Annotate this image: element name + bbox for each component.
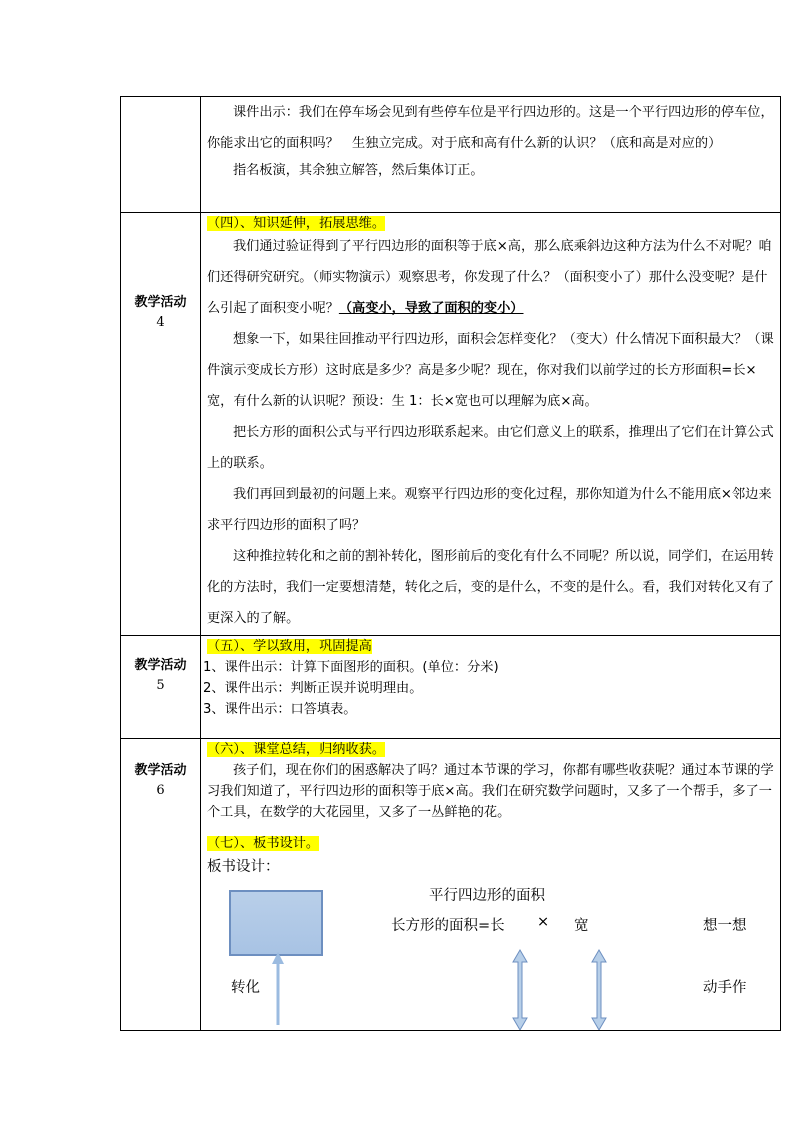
paragraph [207, 231, 776, 324]
paragraph: 课件出示：我们在停车场会见到有些停车位是平行四边形的。这是一个平行四边形的停车位，你能求出它的面积吗？ 生独立完成。对于底和高有什么新的认识？（底和高是对应的） [207, 105, 774, 151]
paragraph-text: 我们通过验证得到了平行四边形的面积等于底×高，那么底乘斜边这种方法为什么不对呢？咱们还得研究研究。（师实物演示）观察思考，你发现了什么？（面积变小了）那什么没变呢？是什么引起了面积变小呢？ [207, 239, 772, 316]
activity-content-cell [201, 739, 781, 1031]
activity-label-cell [121, 739, 201, 1031]
emphasis-text: （高变小，导致了面积的变小） [338, 301, 524, 316]
section-heading: （六）、课堂总结，归纳收获。 [207, 742, 386, 757]
activity-content-cell [201, 97, 781, 213]
board-formula-left: 长方形的面积=长 [391, 918, 505, 934]
list-item: 1、课件出示：计算下面图形的面积。(单位：分米) [203, 660, 499, 675]
board-title: 平行四边形的面积 [429, 888, 545, 904]
paragraph: 孩子们，现在你们的困惑解决了吗？通过本节课的学习，你都有哪些收获呢？通过本节课的学习我们知道了，平行四边形的面积等于底×高。我们在研究数学问题时，又多了一个帮手，多了一个工具，在数学的大花园里，又多了一丛鲜艳的花。 [207, 763, 774, 820]
board-design-label: 板书设计： [207, 859, 280, 875]
section-heading: （四）、知识延伸，拓展思维。 [207, 216, 386, 231]
lesson-plan-table [120, 96, 781, 1031]
section-heading: （五）、学以致用，巩固提高 [207, 639, 372, 654]
activity-number: 6 [156, 783, 165, 798]
paragraph: 这种推拉转化和之前的割补转化，图形前后的变化有什么不同呢？所以说，同学们，在运用转化的方法时，我们一定要想清楚，转化之后，变的是什么，不变的是什么。看，我们对转化又有了更深入的了解。 [207, 549, 775, 626]
board-think: 想一想 [703, 918, 747, 934]
table-row [121, 97, 781, 213]
table-row [121, 213, 781, 636]
activity-label: 教学活动 [134, 295, 187, 310]
board-transform: 转化 [231, 980, 260, 996]
section-heading: （七）、板书设计。 [207, 836, 320, 851]
board-arrows [207, 880, 767, 1030]
table-row [121, 739, 781, 1031]
activity-label-cell [121, 213, 201, 636]
paragraph: 把长方形的面积公式与平行四边形联系起来。由它们意义上的联系，推理出了它们在计算公式上的联系。 [207, 425, 774, 471]
table-row [121, 636, 781, 739]
board-times: × [537, 914, 550, 930]
up-arrow-icon [272, 952, 284, 1025]
board-formula-right: 宽 [574, 918, 589, 934]
activity-number: 5 [156, 678, 165, 693]
board-design [207, 880, 776, 1030]
paragraph: 想象一下，如果往回推动平行四边形，面积会怎样变化？（变大）什么情况下面积最大？（课件演示变成长方形）这时底是多少？高是多少呢？现在，你对我们以前学过的长方形面积=长×宽，有什么新的认识呢？预设：生 1：长×宽也可以理解为底×高。 [207, 332, 774, 409]
activity-label: 教学活动 [134, 763, 187, 778]
activity-number: 4 [156, 315, 165, 330]
double-arrow-icon [592, 950, 606, 1030]
activity-content-cell [201, 213, 781, 636]
activity-label-cell [121, 636, 201, 739]
double-arrow-icon [513, 950, 527, 1030]
list-item: 2、课件出示：判断正误并说明理由。 [203, 681, 423, 696]
paragraph: 指名板演，其余独立解答，然后集体订正。 [233, 163, 484, 178]
activity-label: 教学活动 [134, 658, 187, 673]
activity-content-cell [201, 636, 781, 739]
board-hands-on: 动手作 [703, 980, 747, 996]
list-item: 3、课件出示：口答填表。 [203, 702, 357, 717]
activity-label-cell [121, 97, 201, 213]
paragraph: 我们再回到最初的问题上来。观察平行四边形的变化过程，那你知道为什么不能用底×邻边来求平行四边形的面积了吗？ [207, 487, 772, 533]
